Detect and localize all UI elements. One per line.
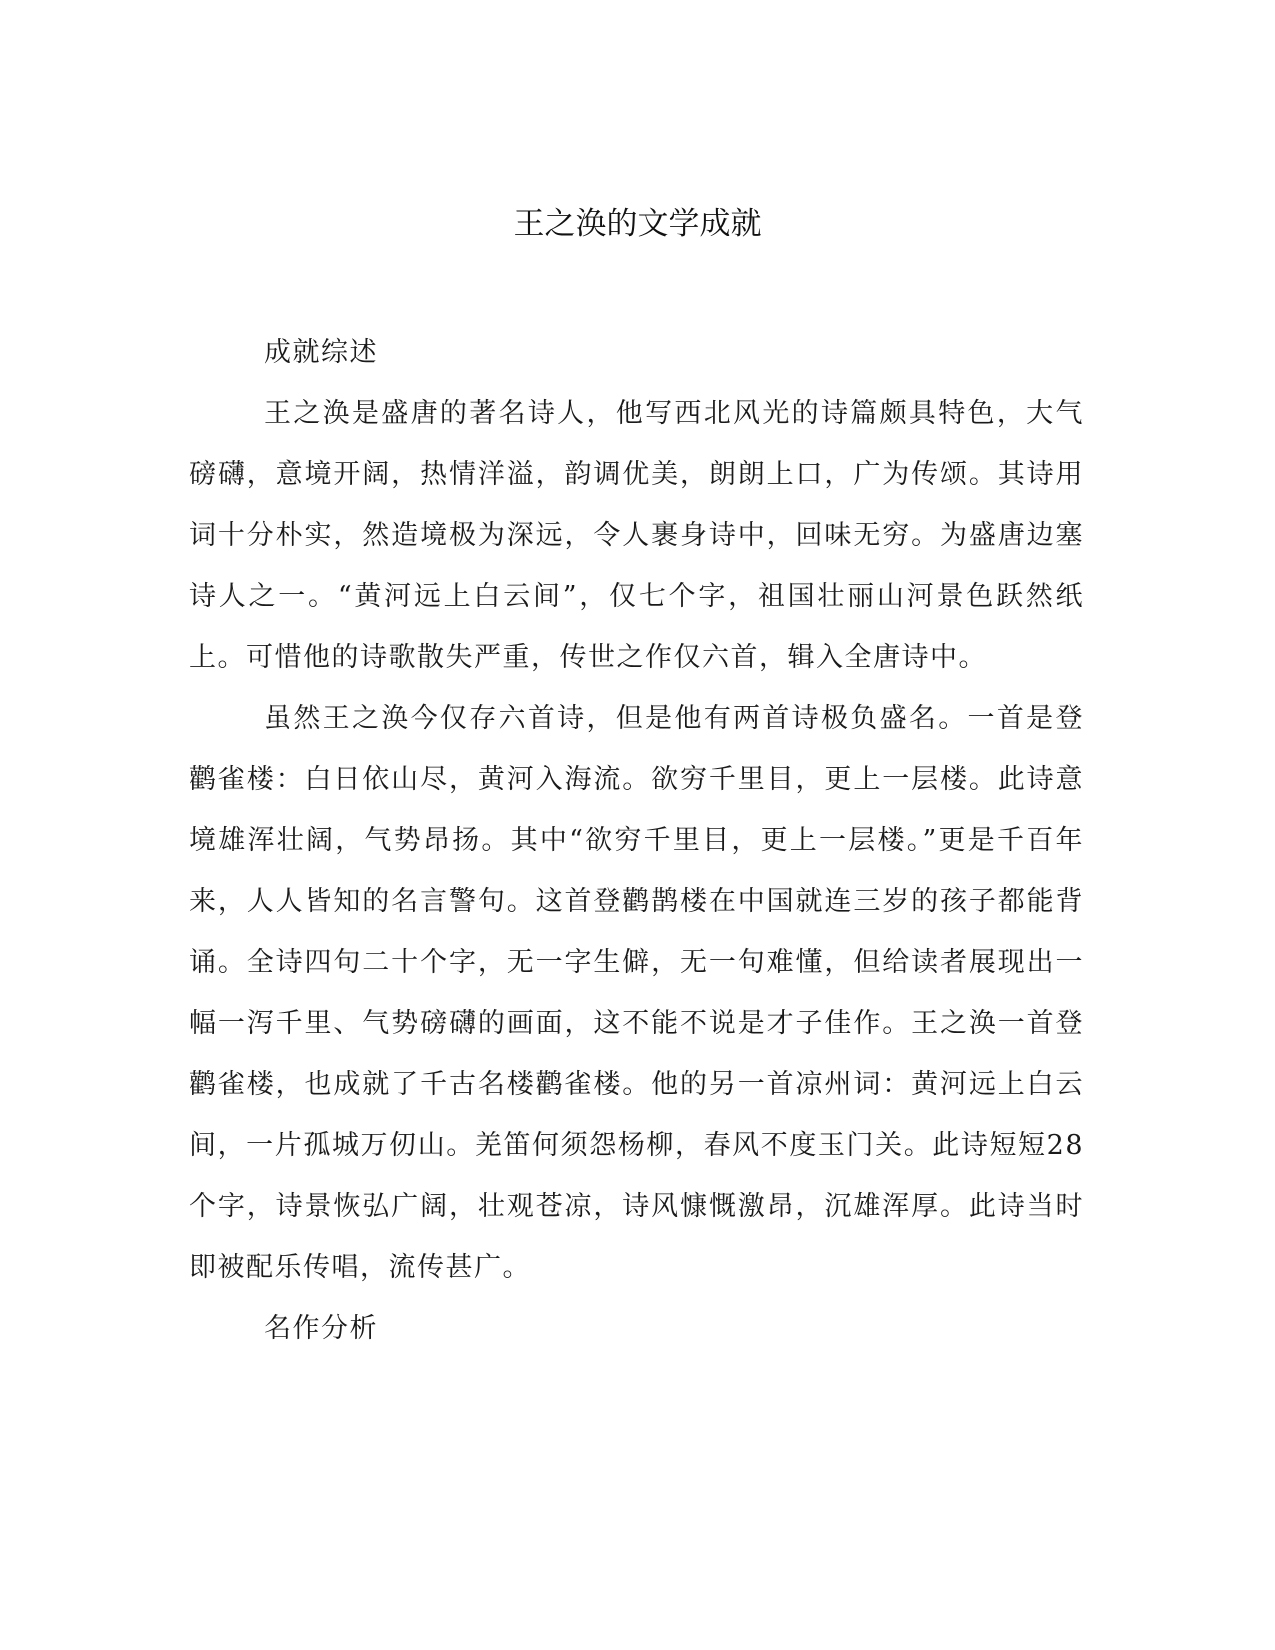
paragraph-overview-1: 王之涣是盛唐的著名诗人，他写西北风光的诗篇颇具特色，大气磅礴，意境开阔，热情洋溢，韵调优美，朗朗上口，广为传颂。其诗用词十分朴实，然造境极为深远，令人裹身诗中，回味无穷。为盛唐边塞诗人之一。“黄河远上白云间”，仅七个字，祖国壮丽山河景色跃然纸上。可惜他的诗歌散失严重，传世之作仅六首，辑入全唐诗中。 (189, 398, 1084, 673)
document-body (189, 322, 1084, 1359)
paragraph-overview-2: 虽然王之涣今仅存六首诗，但是他有两首诗极负盛名。一首是登鹳雀楼：白日依山尽，黄河入海流。欲穷千里目，更上一层楼。此诗意境雄浑壮阔，气势昂扬。其中“欲穷千里目，更上一层楼。”更是千百年来，人人皆知的名言警句。这首登鹳鹊楼在中国就连三岁的孩子都能背诵。全诗四句二十个字，无一字生僻，无一句难懂，但给读者展现出一幅一泻千里、气势磅礴的画面，这不能不说是才子佳作。王之涣一首登鹳雀楼，也成就了千古名楼鹳雀楼。他的另一首凉州词：黄河远上白云间，一片孤城万仞山。羌笛何须怨杨柳，春风不度玉门关。此诗短短28个字，诗景恢弘广阔，壮观苍凉，诗风慷慨激昂，沉雄浑厚。此诗当时即被配乐传唱，流传甚广。 (189, 703, 1084, 1283)
section-heading-analysis: 名作分析 (264, 1313, 378, 1344)
document-title: 王之涣的文学成就 (513, 206, 762, 242)
section-heading-overview: 成就综述 (264, 337, 378, 368)
